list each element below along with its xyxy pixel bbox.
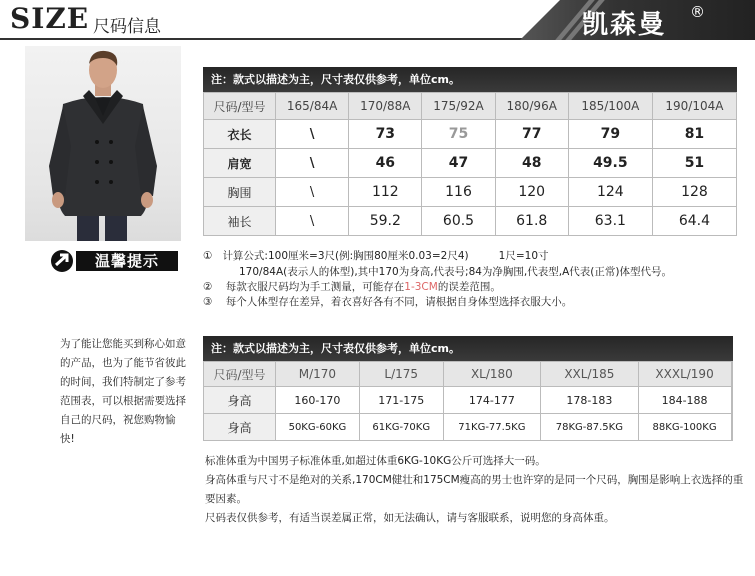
column-header: 尺码/型号 — [204, 93, 276, 120]
note-line-2 — [203, 280, 743, 295]
note-line-1b: 170/84A(表示人的体型),其中170为身高,代表号;84为净胸围,代表型,A代表(正常)体型代号。 — [239, 266, 672, 278]
note-line-1 — [203, 249, 743, 264]
model-photo — [25, 46, 181, 241]
column-header: 175/92A — [422, 93, 495, 120]
table-cell: \ — [276, 207, 349, 236]
table-cell: \ — [276, 120, 349, 149]
table-cell: 73 — [349, 120, 422, 149]
note-number: ③ — [203, 296, 213, 308]
brand-name: 凯森曼 — [582, 10, 667, 40]
model-illustration — [25, 46, 181, 241]
table-cell: 120 — [495, 178, 568, 207]
note-number: ② — [203, 281, 213, 293]
row-label: 身高 — [204, 387, 276, 414]
table-cell: 178-183 — [541, 387, 638, 414]
table-cell: 60.5 — [422, 207, 495, 236]
height-weight-table — [203, 336, 733, 441]
table-cell: 88KG-100KG — [638, 414, 731, 441]
column-header: L/175 — [359, 362, 443, 387]
row-label: 衣长 — [204, 120, 276, 149]
table-row — [204, 207, 737, 236]
column-header: XL/180 — [443, 362, 540, 387]
note-text: 每款衣服尺码均为手工测量，可能存在 — [225, 281, 405, 293]
table-cell — [731, 414, 732, 441]
table-row — [204, 387, 733, 414]
column-header: 180/96A — [495, 93, 568, 120]
table-cell: 112 — [349, 178, 422, 207]
table-cell: \ — [276, 149, 349, 178]
column-header: 165/84A — [276, 93, 349, 120]
table-cell: 47 — [422, 149, 495, 178]
table-cell: 48 — [495, 149, 568, 178]
column-header: 185/100A — [568, 93, 652, 120]
header-divider — [0, 38, 560, 40]
column-header: XXXL/190 — [638, 362, 731, 387]
table-cell: 77 — [495, 120, 568, 149]
row-label: 胸围 — [204, 178, 276, 207]
height-weight-chart — [203, 361, 733, 441]
note-text: 计算公式:100厘米=3尺(例:胸围80厘米0.03=2尺4) — [222, 250, 469, 262]
table-cell: 63.1 — [568, 207, 652, 236]
table-cell: 59.2 — [349, 207, 422, 236]
row-label: 身高 — [204, 414, 276, 441]
table-cell: 79 — [568, 120, 652, 149]
tip-label: 温馨提示 — [76, 251, 178, 271]
tip-banner — [50, 249, 178, 273]
table-row — [204, 178, 737, 207]
column-header: XXL/185 — [541, 362, 638, 387]
column-header: 尺码/型号 — [204, 362, 276, 387]
table-cell: 81 — [652, 120, 736, 149]
table-row — [204, 120, 737, 149]
bottom-line: 尺码表仅供参考，有适当误差属正常，如无法确认，请与客服联系，说明您的身高体重。 — [205, 512, 615, 524]
table-cell — [731, 387, 732, 414]
column-header: 170/88A — [349, 93, 422, 120]
intro-paragraph: 为了能让您能买到称心如意的产品，也为了能节省彼此的时间，我们特制定了参考范围表，可以根据需要选择自己的尺码，祝您购物愉快! — [60, 338, 186, 445]
note-text: 1尺=10寸 — [498, 250, 549, 262]
table-header-row — [204, 362, 733, 387]
row-label: 肩宽 — [204, 149, 276, 178]
size-subtitle: 尺码信息 — [93, 17, 161, 37]
table-cell: 160-170 — [276, 387, 360, 414]
column-header — [731, 362, 732, 387]
table-note: 注：款式以描述为主，尺寸表仅供参考，单位cm。 — [203, 67, 737, 92]
table-cell: 174-177 — [443, 387, 540, 414]
registered-mark: ® — [690, 3, 705, 21]
note-number: ① — [203, 250, 213, 262]
table-cell: 64.4 — [652, 207, 736, 236]
table-cell: 49.5 — [568, 149, 652, 178]
bottom-notes — [205, 452, 745, 528]
page-header — [0, 0, 755, 42]
table-cell: 51 — [652, 149, 736, 178]
table-cell: 78KG-87.5KG — [541, 414, 638, 441]
table-cell: 50KG-60KG — [276, 414, 360, 441]
note-highlight: 1-3CM — [404, 281, 438, 293]
row-label: 袖长 — [204, 207, 276, 236]
table-row — [204, 414, 733, 441]
size-chart — [203, 92, 737, 236]
table-cell: \ — [276, 178, 349, 207]
table-cell: 71KG-77.5KG — [443, 414, 540, 441]
table-cell: 61KG-70KG — [359, 414, 443, 441]
arrow-icon — [50, 249, 76, 273]
table-cell: 171-175 — [359, 387, 443, 414]
note-text: 每个人体型存在差异，着衣喜好各有不同，请根据自身体型选择衣服大小。 — [225, 296, 573, 308]
table-cell: 128 — [652, 178, 736, 207]
note-text: 的误差范围。 — [437, 281, 501, 293]
table-row — [204, 149, 737, 178]
size-notes — [203, 249, 743, 310]
bottom-line: 标准体重为中国男子标准体重,如超过体重6KG-10KG公斤可选择大一码。 — [205, 455, 546, 467]
table-header-row — [204, 93, 737, 120]
table-cell: 46 — [349, 149, 422, 178]
table-note: 注：款式以描述为主，尺寸表仅供参考，单位cm。 — [203, 336, 733, 361]
table-cell: 75 — [422, 120, 495, 149]
table-cell: 61.8 — [495, 207, 568, 236]
note-line-3 — [203, 295, 743, 310]
table-cell: 116 — [422, 178, 495, 207]
bottom-line: 身高体重与尺寸不是绝对的关系,170CM健壮和175CM瘦高的男士也许穿的是同一个尺码，胸围是影响上衣选择的重要因素。 — [205, 474, 744, 505]
table-cell: 124 — [568, 178, 652, 207]
table-cell: 184-188 — [638, 387, 731, 414]
size-table — [203, 67, 737, 236]
column-header: 190/104A — [652, 93, 736, 120]
size-title: SIZE — [10, 2, 90, 35]
column-header: M/170 — [276, 362, 360, 387]
